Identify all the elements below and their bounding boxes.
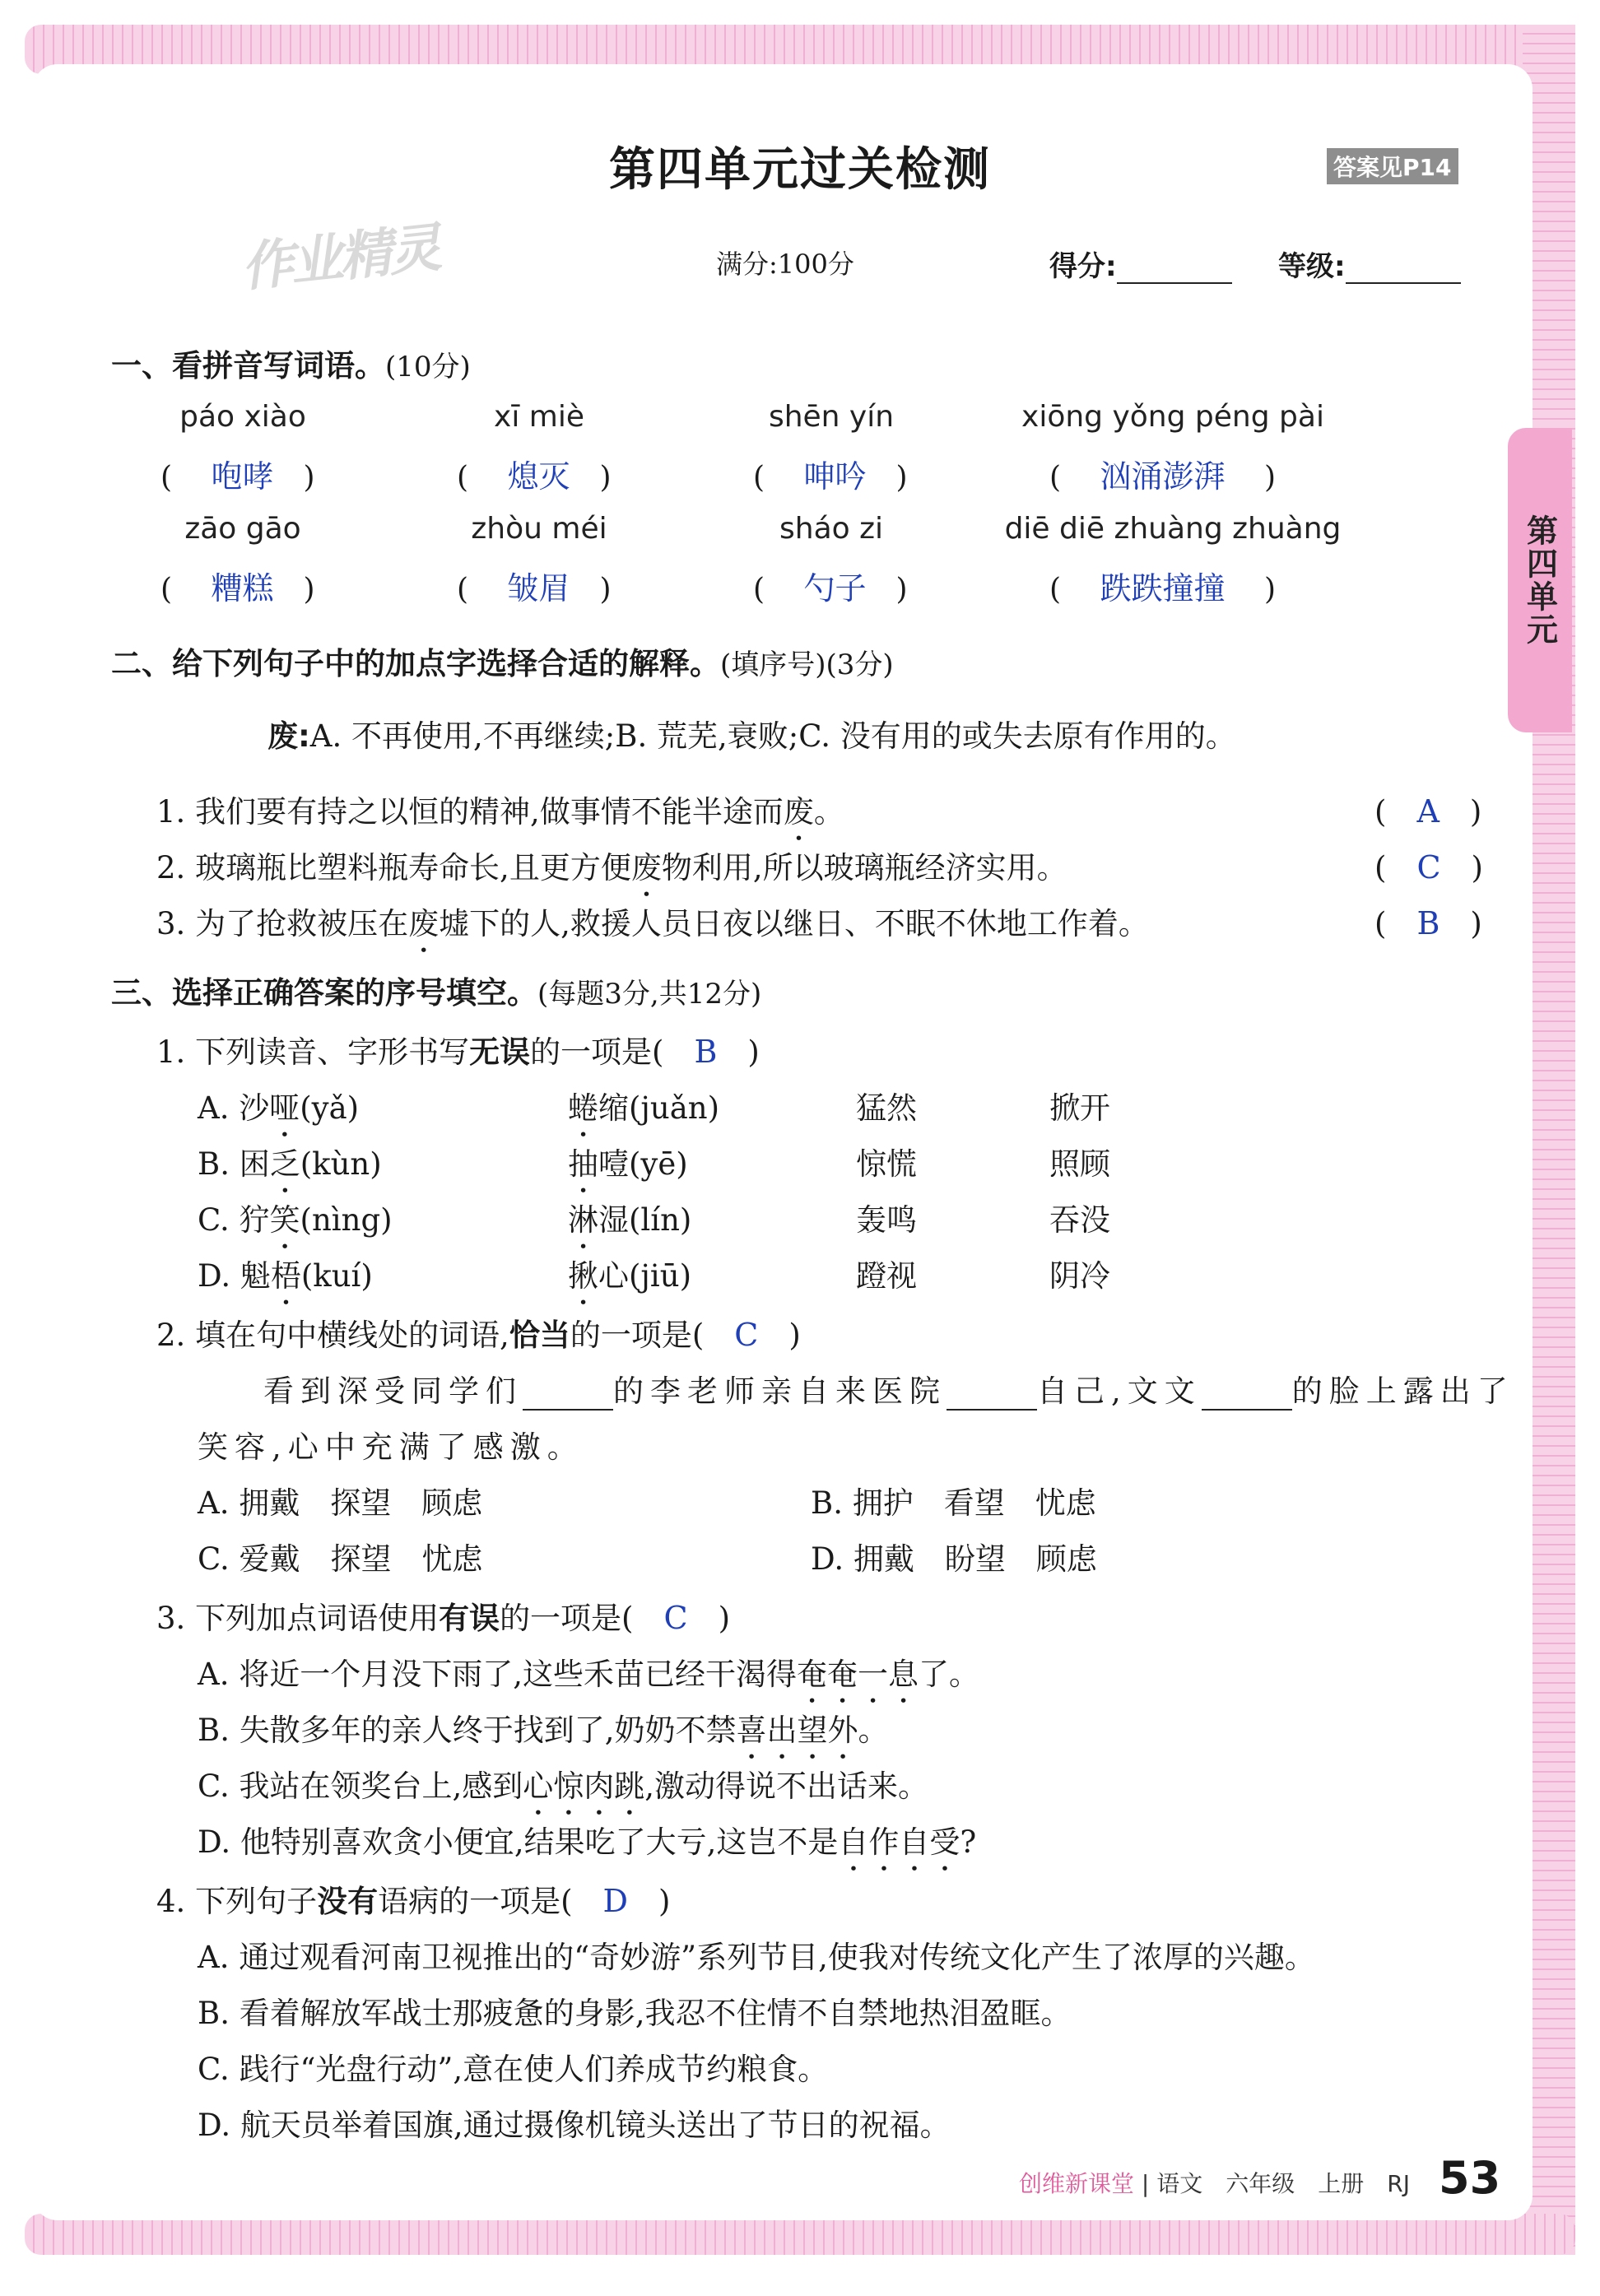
answer-box-1[interactable]: ( 咆哮 ) [160,458,315,495]
section-1-heading [111,341,471,385]
s3q1-option-a-word4: 掀开 [1049,1090,1110,1126]
s3-question-3: 3. 下列加点词语使用有误的一项是( C ) [156,1600,731,1636]
s2-answer-1-value: A [1416,793,1440,830]
score-field[interactable] [1049,244,1232,284]
s3q4-option-b: B. 看着解放军战士那疲惫的身影,我忍不住情不自禁地热泪盈眶。 [198,1996,1072,2031]
s3q4-option-c: C. 践行“光盘行动”,意在使人们养成节约粮食。 [198,2052,829,2087]
s3-question-2: 2. 填在句中横线处的词语,恰当的一项是( C ) [156,1317,801,1353]
s3q1-option-d-word4: 阴冷 [1049,1258,1110,1294]
answer-box-8[interactable]: ( 跌跌撞撞 ) [1049,570,1277,607]
section-3-note: (每题3分,共12分) [537,978,762,1011]
section-2-note: (填序号)(3分) [720,648,894,681]
s3q1-option-b-word2: 抽噎(yē) [568,1146,688,1182]
s3q1-option-b-word4: 照顾 [1049,1146,1110,1182]
grade-blank[interactable] [1346,258,1461,284]
section-2-heading [111,639,894,683]
footer-brand: 创维新课堂 [1019,2170,1135,2197]
s2-question-1: 1. 我们要有持之以恒的精神,做事情不能半途而废。 [156,794,844,830]
s3q3-option-b: B. 失散多年的亲人终于找到了,奶奶不禁喜出望外。 [198,1713,889,1748]
answer-box-6[interactable]: ( 皱眉 ) [457,570,612,607]
answer-box-2[interactable]: ( 熄灭 ) [457,458,612,495]
score-label: 得分: [1049,250,1117,283]
s3q2-passage-line1: 看到深受同学们 的李老师亲自来医院 自己,文文 的脸上露出了 [263,1373,1514,1409]
s3-answer-4[interactable]: D [602,1883,628,1919]
score-blank[interactable] [1117,258,1232,284]
s2-answer-2[interactable]: ( C ) [1374,849,1483,885]
answer-box-5[interactable]: ( 糟糕 ) [160,570,315,607]
s3q1-option-c-word3: 轰鸣 [856,1202,917,1238]
answer-1: 咆哮 [211,458,274,495]
watermark: 作业精灵 [238,217,441,300]
answer-box-7[interactable]: ( 勺子 ) [753,570,908,607]
s3q2-option-d: D. 拥戴 盼望 顾虑 [811,1541,1097,1577]
grade-label: 等级: [1278,250,1346,283]
s2-question-3: 3. 为了抢救被压在废墟下的人,救援人员日夜以继日、不眠不休地工作着。 [156,906,1149,941]
answer-6: 皱眉 [507,570,570,607]
section-1-title: 一、看拼音写词语。 [111,348,385,383]
pinyin-3: shēn yín [768,400,895,434]
page-title: 第四单元过关检测 [609,143,991,197]
definition-word: 废: [267,718,310,754]
s3-answer-3[interactable]: C [663,1600,688,1636]
pinyin-7: sháo zi [779,512,883,546]
grade-field[interactable] [1278,244,1461,284]
answer-box-4[interactable]: ( 汹涌澎湃 ) [1049,458,1277,495]
s3q1-option-c: C. 狞笑(nìng) [198,1202,393,1238]
pinyin-1: páo xiào [179,400,306,434]
section-1-note: (10分) [385,351,471,383]
s3q3-option-a: A. 将近一个月没下雨了,这些禾苗已经干渴得奄奄一息了。 [198,1657,980,1692]
answer-2: 熄灭 [507,458,570,495]
s3q1-option-b-word3: 惊慌 [856,1146,917,1182]
s2-answer-3-value: B [1416,905,1440,941]
answer-box-3[interactable]: ( 呻吟 ) [753,458,908,495]
s3q1-option-a-word2: 蜷缩(juǎn) [568,1090,720,1126]
s2-answer-2-value: C [1416,849,1441,885]
answer-5: 糟糕 [211,570,274,607]
footer-info: 创维新课堂 | 语文 六年级 上册 RJ [1019,2170,1410,2197]
s3q1-option-d-word2: 揪心(jiū) [568,1258,692,1294]
page-number: 53 [1439,2152,1501,2204]
full-score: 满分:100分 [716,249,854,280]
pinyin-6: zhòu méi [471,512,607,546]
answer-3: 呻吟 [803,458,867,495]
s3q2-option-c: C. 爱戴 探望 忧虑 [198,1541,483,1577]
section-3-title: 三、选择正确答案的序号填空。 [111,975,537,1011]
s3-question-4: 4. 下列句子没有语病的一项是( D ) [156,1883,671,1919]
blank-2[interactable] [947,1384,1037,1411]
s3-answer-1[interactable]: B [694,1034,718,1070]
s3q3-option-c: C. 我站在领奖台上,感到心惊肉跳,激动得说不出话来。 [198,1768,929,1804]
s2-question-2: 2. 玻璃瓶比塑料瓶寿命长,且更方便废物利用,所以玻璃瓶经济实用。 [156,850,1067,885]
answer-7: 勺子 [803,570,867,607]
s3-answer-2[interactable]: C [734,1317,759,1353]
s3q1-option-d: D. 魁梧(kuí) [198,1258,373,1294]
blank-1[interactable] [523,1384,613,1411]
blank-3[interactable] [1202,1384,1292,1411]
definition-text: A. 不再使用,不再继续;B. 荒芜,衰败;C. 没有用的或失去原有作用的。 [309,718,1236,754]
answer-4: 汹涌澎湃 [1100,458,1226,495]
pinyin-5: zāo gāo [184,512,301,546]
s3q1-option-d-word3: 蹬视 [856,1258,917,1294]
section-2-title: 二、给下列句子中的加点字选择合适的解释。 [111,646,720,681]
s3q1-option-a: A. 沙哑(yǎ) [198,1090,360,1126]
s3q1-option-b: B. 困乏(kùn) [198,1146,382,1182]
s3q1-option-c-word2: 淋湿(lín) [568,1202,692,1238]
definition-line [267,711,1236,755]
s2-answer-3[interactable]: ( B ) [1374,905,1482,941]
s3q1-option-c-word4: 吞没 [1049,1202,1110,1238]
s3q4-option-a: A. 通过观看河南卫视推出的“奇妙游”系列节目,使我对传统文化产生了浓厚的兴趣。 [198,1940,1315,1975]
s2-answer-1[interactable]: ( A ) [1374,793,1482,830]
answer-8: 跌跌撞撞 [1100,570,1226,607]
pinyin-2: xī miè [494,400,584,434]
footer-book-info: 语文 六年级 上册 RJ [1156,2170,1410,2197]
section-3-heading [111,968,761,1012]
s3q1-option-a-word3: 猛然 [856,1090,917,1126]
s3q2-option-b: B. 拥护 看望 忧虑 [811,1485,1096,1521]
pinyin-8: diē diē zhuàng zhuàng [1004,512,1342,546]
s3-question-1: 1. 下列读音、字形书写无误的一项是( B ) [156,1034,760,1070]
s3q2-option-a: A. 拥戴 探望 顾虑 [198,1485,483,1521]
answer-reference-badge: 答案见P14 [1327,148,1458,184]
unit-side-tab [1508,428,1572,732]
s3q3-option-d: D. 他特别喜欢贪小便宜,结果吃了大亏,这岂不是自作自受? [198,1824,977,1860]
s3q4-option-d: D. 航天员举着国旗,通过摄像机镜头送出了节日的祝福。 [198,2108,951,2143]
pinyin-4: xiōng yǒng péng pài [1021,400,1324,434]
s3q2-passage-line2: 笑容,心中充满了感激。 [198,1429,584,1465]
unit-tab-label: 第四单元 [1521,514,1558,646]
